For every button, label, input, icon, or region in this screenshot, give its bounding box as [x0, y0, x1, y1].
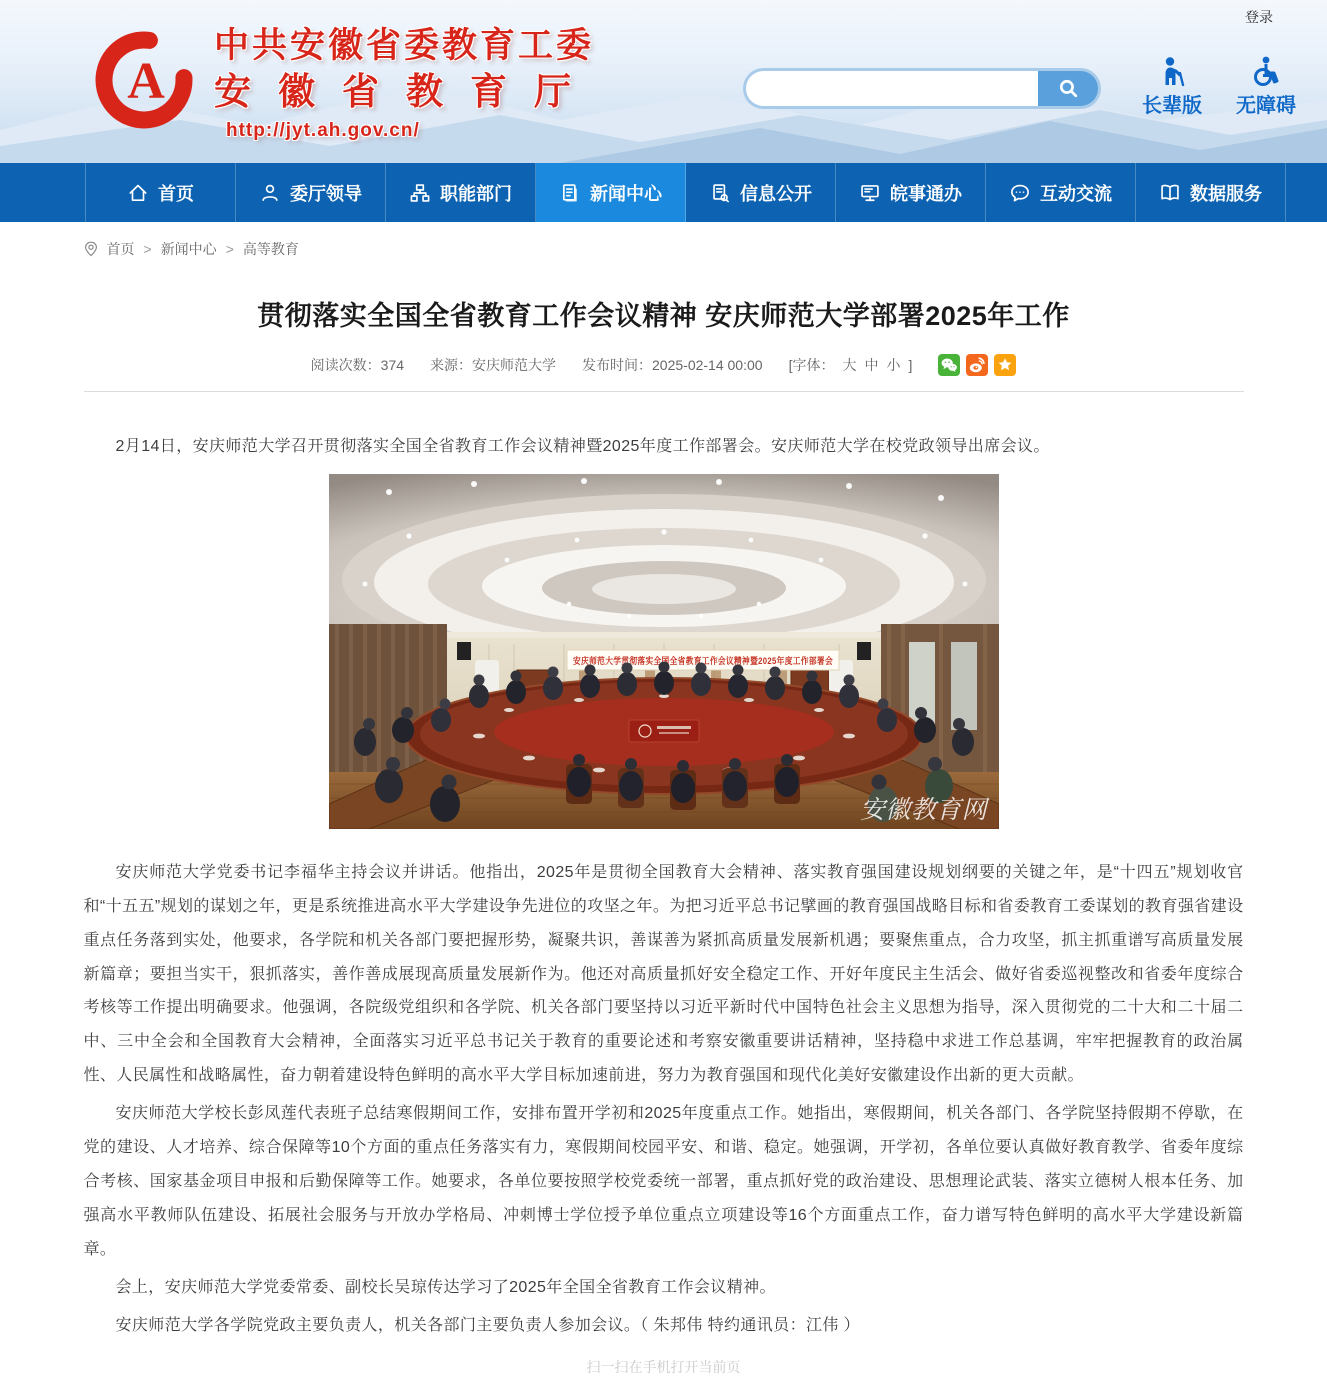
nav-label: 首页	[158, 183, 194, 204]
search-icon	[1057, 77, 1080, 100]
accessibility-tools	[1142, 55, 1296, 118]
elder-version-label: 长辈版	[1142, 95, 1202, 117]
home-icon	[127, 182, 149, 204]
font-suffix: ]	[908, 357, 913, 373]
breadcrumb-news-center[interactable]: 新闻中心	[160, 241, 217, 257]
nav-label: 数据服务	[1190, 183, 1262, 204]
logo-title-line1: 中共安徽省委教育工委	[214, 26, 595, 65]
photo-container	[84, 474, 1244, 842]
logo-url: http://jyt.ah.gov.cn/	[226, 120, 420, 141]
site-logo[interactable]	[88, 24, 598, 142]
views-count	[311, 355, 404, 375]
doc-search-icon	[709, 182, 731, 204]
nav-item-news-center[interactable]	[536, 163, 686, 222]
time-value: 2025-02-14 00:00	[652, 357, 763, 373]
article-meta	[84, 354, 1244, 376]
nav-label: 新闻中心	[590, 183, 662, 204]
font-prefix: [字体：	[788, 357, 835, 373]
article-photo	[329, 474, 999, 829]
logo-title-line2: 安徽省教育厅	[214, 71, 598, 112]
font-size-switcher	[789, 355, 913, 375]
search-input[interactable]	[746, 71, 1038, 106]
breadcrumb-separator: >	[143, 241, 152, 257]
nav-label: 互动交流	[1040, 183, 1112, 204]
article-paragraph: 安庆师范大学各学院党政主要负责人，机关各部门主要负责人参加会议。（ 朱邦伟 特约通讯员：江伟 ）	[115, 1316, 861, 1334]
logo-mark-icon	[88, 24, 200, 136]
meta-divider	[84, 391, 1244, 392]
share-wechat-button[interactable]	[938, 354, 960, 376]
publish-time	[582, 355, 763, 375]
source-value: 安庆师范大学	[472, 357, 557, 373]
share-weibo-button[interactable]	[966, 354, 988, 376]
main-content	[84, 222, 1244, 1377]
source-label: 来源：	[430, 357, 473, 373]
photo-banner-text: 安庆师范大学贯彻落实全国全省教育工作会议精神暨2025年度工作部署会	[572, 655, 877, 666]
orgchart-icon	[409, 182, 431, 204]
monitor-icon	[859, 182, 881, 204]
nav-label: 信息公开	[740, 183, 812, 204]
font-size-large[interactable]: 大	[842, 357, 857, 373]
nav-item-leaders[interactable]	[236, 163, 386, 222]
main-navigation	[0, 163, 1327, 222]
nav-item-info-disclosure[interactable]	[686, 163, 836, 222]
weibo-icon	[966, 354, 988, 376]
nav-label: 委厅领导	[290, 183, 362, 204]
article-body	[84, 430, 1244, 1343]
wheelchair-icon	[1250, 55, 1282, 87]
book-icon	[1159, 182, 1181, 204]
share-buttons	[938, 354, 1016, 376]
nav-item-interaction[interactable]	[986, 163, 1136, 222]
login-link[interactable]: 登录	[1245, 9, 1273, 25]
views-label: 阅读次数：	[310, 357, 381, 373]
elder-icon	[1156, 55, 1188, 87]
font-size-medium[interactable]: 中	[864, 357, 879, 373]
views-value: 374	[380, 357, 405, 373]
person-icon	[259, 182, 281, 204]
scan-tip: 扫一扫在手机打开当前页	[586, 1358, 741, 1375]
nav-label: 皖事通办	[890, 183, 962, 204]
chat-icon	[1009, 182, 1031, 204]
breadcrumb-separator: >	[225, 241, 234, 257]
font-size-small[interactable]: 小	[886, 357, 901, 373]
nav-item-departments[interactable]	[386, 163, 536, 222]
star-icon	[994, 354, 1016, 376]
nav-label: 职能部门	[440, 183, 512, 204]
article-paragraph: 安庆师范大学党委书记李福华主持会议并讲话。他指出，2025年是贯彻全国教育大会精神、落实教育强国建设规划纲要的关键之年，是“十四五”规划收官和“十五五”规划的谋划之年，更是系统推进高水平大学建设争先进位的攻坚之年。为把习近平总书记擘画的教育强国战略目标和省委教育工委谋划的教育强省建设重点任务落到实处，他要求，各学院和机关各部门要把握形势，凝聚共识，善谋善为紧抓高质量发展新机遇；要聚焦重点，合力攻坚，抓主抓重谱写高质量发展新篇章；要担当实干，狠抓落实，善作善成展现高质量发展新作为。他还对高质量抓好安全稳定工作、开好年度民主生活会、做好省委巡视整改和省委年度综合考核等工作提出明确要求。他强调，各院级党组织和各学院、机关各部门要坚持以习近平新时代中国特色社会主义思想为指导，深入贯彻党的二十大和二十届二中、三中全会和全国教育大会精神，全面落实习近平总书记关于教育的重要论述和考察安徽重要讲话精神，坚持稳中求进工作总基调，牢牢把握教育的政治属性、人民属性和战略属性，奋力朝着建设特色鲜明的高水平大学目标加速前进，努力为教育强国和现代化美好安徽建设作出新的更大贡献。	[83, 863, 1244, 1085]
nav-item-data-services[interactable]	[1136, 163, 1286, 222]
breadcrumb	[84, 222, 1244, 259]
svg-text:A: A	[127, 53, 165, 110]
accessibility-label: 无障碍	[1236, 95, 1296, 117]
article-title: 贯彻落实全国全省教育工作会议精神 安庆师范大学部署2025年工作	[257, 301, 1070, 331]
search-button[interactable]	[1038, 71, 1098, 106]
article-paragraph: 安庆师范大学校长彭凤莲代表班子总结寒假期间工作，安排布置开学初和2025年度重点工作。她指出，寒假期间，机关各部门、各学院坚持假期不停歇，在党的建设、人才培养、综合保障等10个方面的重点任务落实有力，寒假期间校园平安、和谐、稳定。她强调，开学初，各单位要认真做好教育教学、省委年度综合考核、国家基金项目申报和后勤保障等工作。她要求，各单位要按照学校党委统一部署，重点抓好党的政治建设、思想理论武装、落实立德树人根本任务、加强高水平教师队伍建设、拓展社会服务与开放办学格局、冲刺博士学位授予单位重点立项建设等16个方面重点工作，奋力谱写特色鲜明的高水平大学建设新篇章。	[83, 1105, 1244, 1258]
article-source	[430, 355, 556, 375]
nav-item-services[interactable]	[836, 163, 986, 222]
breadcrumb-home[interactable]: 首页	[106, 241, 135, 257]
time-label: 发布时间：	[582, 357, 653, 373]
breadcrumb-higher-education[interactable]: 高等教育	[242, 241, 299, 257]
elder-version-button[interactable]	[1142, 55, 1202, 118]
location-pin-icon	[84, 241, 98, 257]
article-paragraph: 会上，安庆师范大学党委常委、副校长吴琼传达学习了2025年全国全省教育工作会议精神。	[115, 1278, 776, 1296]
site-header	[0, 0, 1327, 163]
accessibility-button[interactable]	[1236, 55, 1296, 118]
share-favorite-button[interactable]	[994, 354, 1016, 376]
article-paragraph: 2月14日，安庆师范大学召开贯彻落实全国全省教育工作会议精神暨2025年度工作部署会。安庆师范大学在校党政领导出席会议。	[115, 438, 1050, 455]
wechat-icon	[938, 354, 960, 376]
news-icon	[559, 182, 581, 204]
search-bar	[743, 68, 1101, 109]
photo-watermark: 安徽教育网	[859, 794, 987, 824]
nav-item-home[interactable]	[86, 163, 236, 222]
logo-text	[214, 24, 598, 142]
